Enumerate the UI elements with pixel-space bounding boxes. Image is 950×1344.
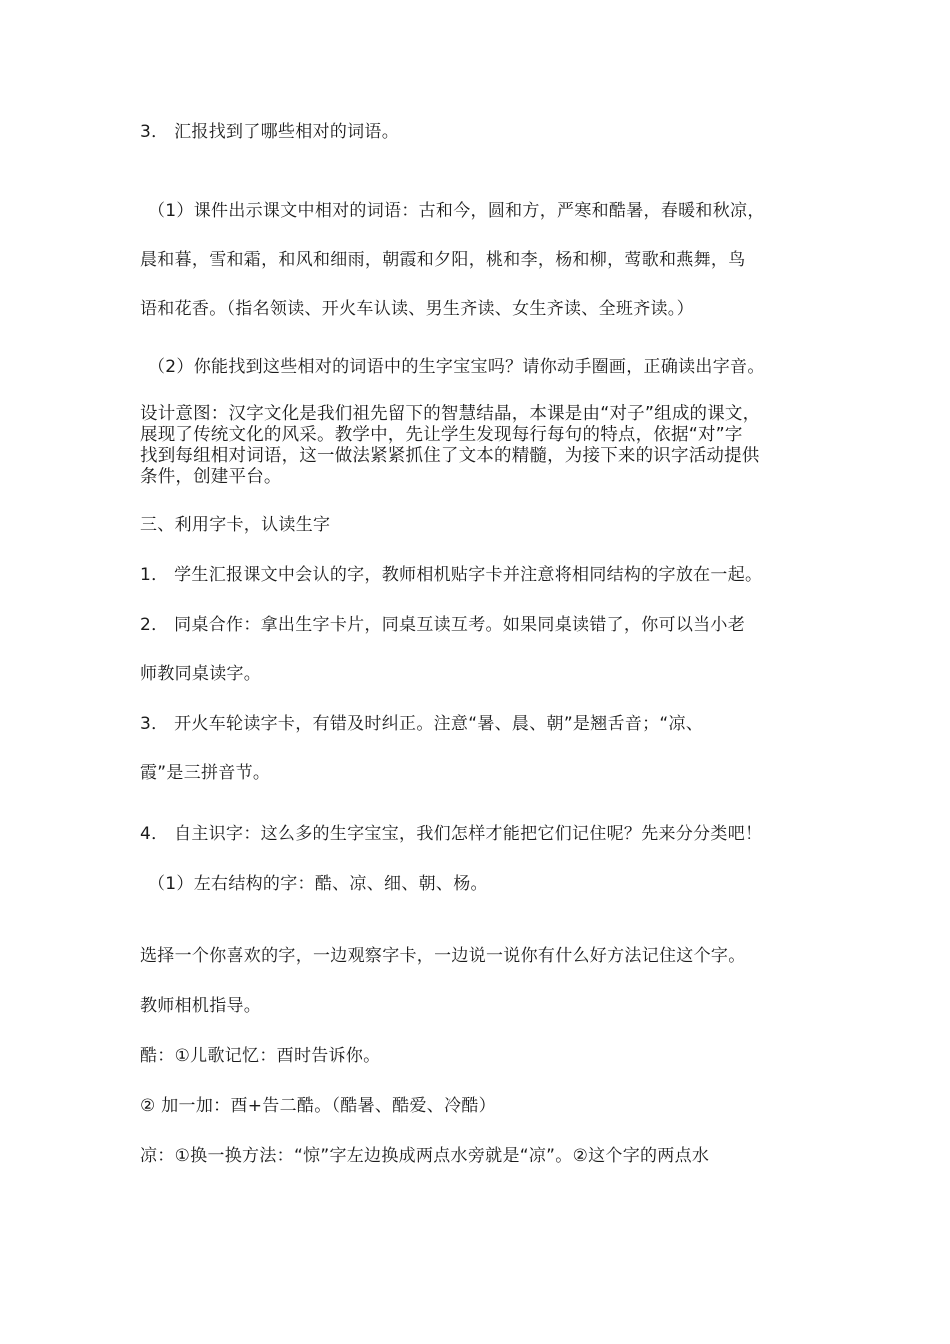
teacher-guidance: 教师相机指导。 [140, 996, 262, 1016]
liang-method: 凉：①换一换方法：“惊”字左边换成两点水旁就是“凉”。②这个字的两点水 [140, 1146, 710, 1166]
step-3-line-2: 霞”是三拼音节。 [140, 763, 271, 783]
step-2-line-1: 2． 同桌合作：拿出生字卡片，同桌互读互考。如果同桌读错了，你可以当小老 [140, 615, 746, 635]
step-4-sub-1: （1）左右结构的字：酷、凉、细、朝、杨。 [148, 874, 488, 894]
step-3-line-1: 3． 开火车轮读字卡，有错及时纠正。注意“暑、晨、朝”是翘舌音；“凉、 [140, 714, 704, 734]
design-intent-line-3: 找到每组相对词语，这一做法紧紧抓住了文本的精髓，为接下来的识字活动提供 [140, 446, 760, 466]
word-pairs-line-1: （1）课件出示课文中相对的词语：古和今，圆和方，严寒和酷暑，春暖和秋凉， [148, 201, 765, 221]
design-intent-line-2: 展现了传统文化的风采。教学中，先让学生发现每行每句的特点，依据“对”字 [140, 425, 743, 445]
ku-method-1: 酷：①儿歌记忆：酉时告诉你。 [140, 1046, 381, 1066]
choose-character-prompt: 选择一个你喜欢的字，一边观察字卡，一边说一说你有什么好方法记住这个字。 [140, 946, 746, 966]
step-4: 4． 自主识字：这么多的生字宝宝，我们怎样才能把它们记住呢？先来分分类吧！ [140, 824, 763, 844]
step-1: 1． 学生汇报课文中会认的字，教师相机贴字卡并注意将相同结构的字放在一起。 [140, 565, 763, 585]
ku-method-2: ② 加一加：酉+告二酷。（酷暑、酷爱、冷酷） [140, 1096, 496, 1116]
design-intent-paragraph [140, 404, 830, 488]
design-intent-line-1: 设计意图：汉字文化是我们祖先留下的智慧结晶，本课是由“对子”组成的课文， [140, 404, 761, 424]
section-three-heading: 三、利用字卡，认读生字 [140, 515, 331, 535]
section-report-heading: 3． 汇报找到了哪些相对的词语。 [140, 122, 400, 142]
design-intent-line-4: 条件，创建平台。 [140, 467, 282, 487]
step-2-line-2: 师教同桌读字。 [140, 664, 262, 684]
word-pairs-line-2: 晨和暮，雪和霜，和风和细雨，朝霞和夕阳，桃和李，杨和柳，莺歌和燕舞，鸟 [140, 250, 746, 270]
find-characters-prompt: （2）你能找到这些相对的词语中的生字宝宝吗？请你动手圈画，正确读出字音。 [148, 357, 765, 377]
word-pairs-line-3: 语和花香。（指名领读、开火车认读、男生齐读、女生齐读、全班齐读。） [140, 299, 694, 319]
